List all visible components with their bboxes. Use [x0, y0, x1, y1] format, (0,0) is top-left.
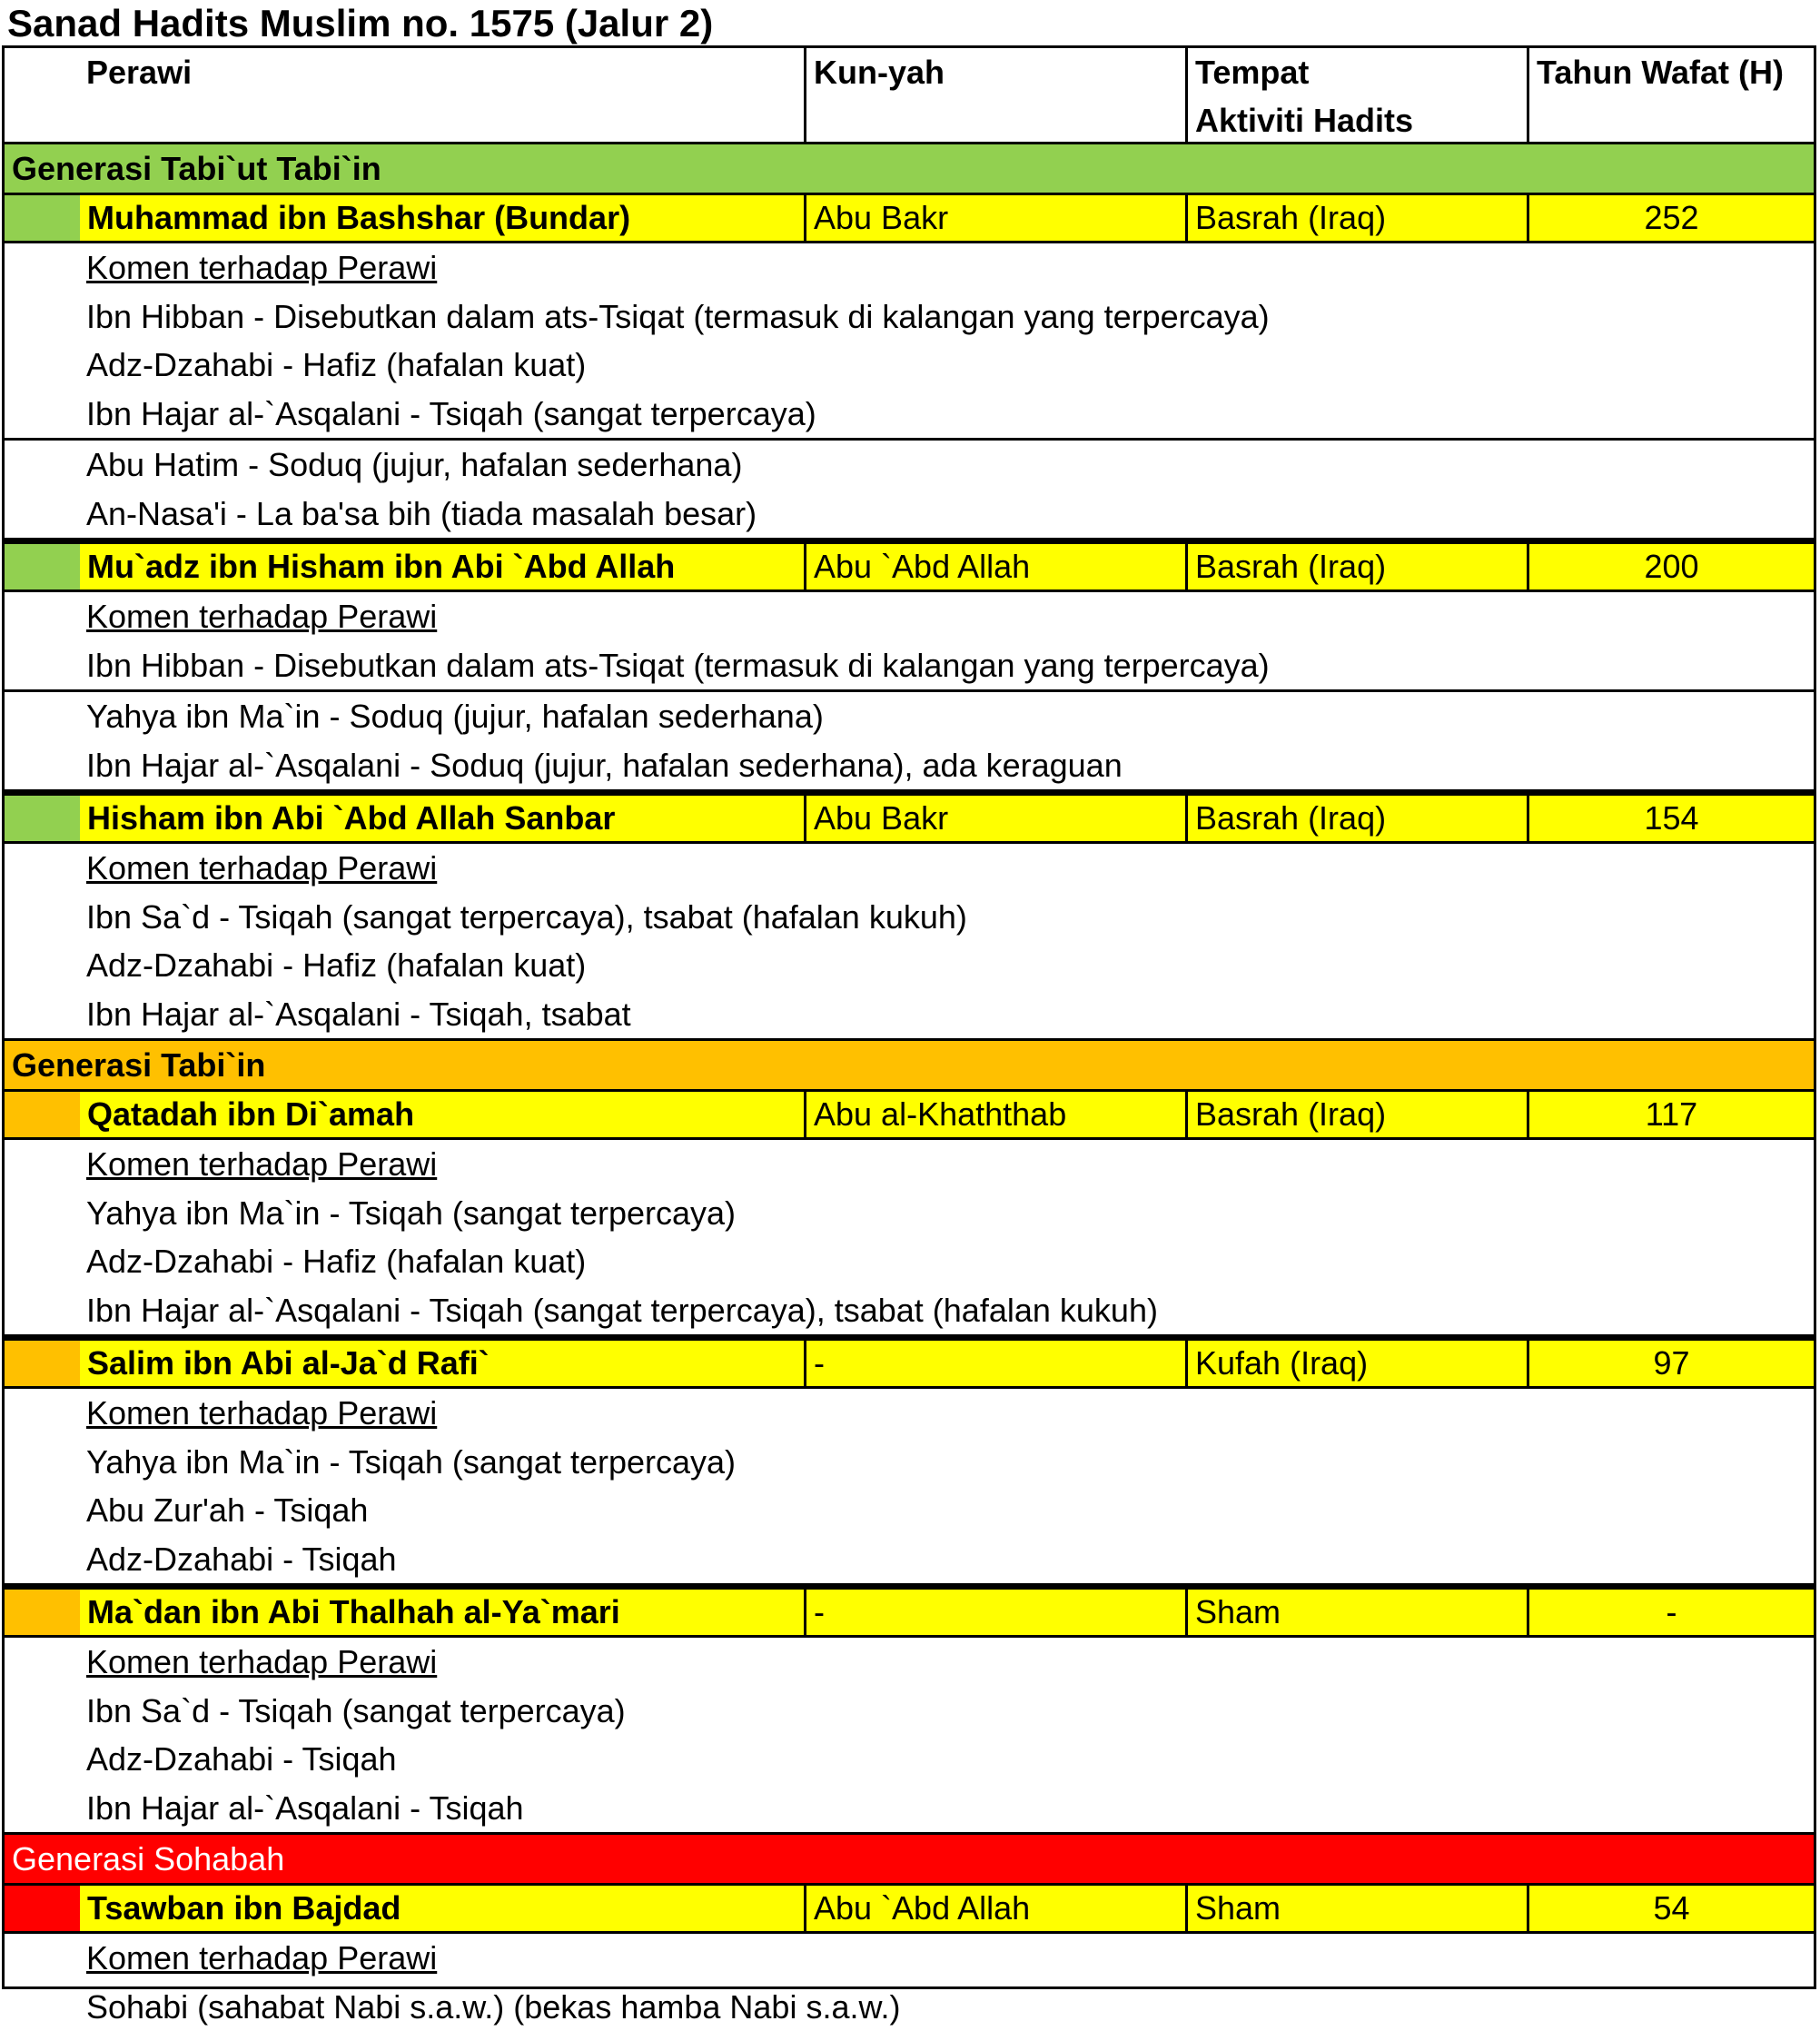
- comment-block-extra: [5, 441, 1814, 544]
- perawi-name: Qatadah ibn Di`amah: [80, 1092, 414, 1137]
- comment-line: An-Nasa'i - La ba'sa bih (tiada masalah besar): [86, 490, 1814, 539]
- comment-block: [5, 1934, 1814, 2031]
- comment-heading: Komen terhadap Perawi: [86, 243, 1814, 292]
- generation-marker: [5, 195, 80, 241]
- comment-heading: Komen terhadap Perawi: [86, 1140, 1814, 1189]
- perawi-row: [5, 1092, 1814, 1140]
- generation-row: Generasi Tabi`in: [5, 1041, 1814, 1092]
- comment-block-extra: [5, 692, 1814, 796]
- perawi-name: Mu`adz ibn Hisham ibn Abi `Abd Allah: [80, 544, 675, 589]
- perawi-tahun: 252: [1527, 195, 1814, 241]
- perawi-kunyah: Abu al-Khaththab: [804, 1092, 1185, 1137]
- comment-block: [5, 592, 1814, 692]
- generation-row: Generasi Tabi`ut Tabi`in: [5, 144, 1814, 195]
- perawi-kunyah: -: [804, 1341, 1185, 1386]
- comment-line: Yahya ibn Ma`in - Tsiqah (sangat terpercaya): [86, 1438, 1814, 1487]
- perawi-name: Ma`dan ibn Abi Thalhah al-Ya`mari: [80, 1590, 620, 1635]
- comment-heading: Komen terhadap Perawi: [86, 592, 1814, 641]
- generation-marker: [5, 1886, 80, 1931]
- comment-line: Adz-Dzahabi - Hafiz (hafalan kuat): [86, 341, 1814, 390]
- perawi-tempat: Basrah (Iraq): [1185, 195, 1527, 241]
- generation-row: Generasi Sohabah: [5, 1835, 1814, 1886]
- perawi-kunyah: -: [804, 1590, 1185, 1635]
- comment-line: Ibn Hajar al-`Asqalani - Tsiqah (sangat terpercaya), tsabat (hafalan kukuh): [86, 1286, 1814, 1335]
- perawi-tahun: 200: [1527, 544, 1814, 589]
- comment-heading: Komen terhadap Perawi: [86, 1389, 1814, 1438]
- perawi-name: Muhammad ibn Bashshar (Bundar): [80, 195, 630, 241]
- perawi-tempat: Sham: [1185, 1590, 1527, 1635]
- comment-heading: Komen terhadap Perawi: [86, 1934, 1814, 1983]
- comment-line: Ibn Hibban - Disebutkan dalam ats-Tsiqat (termasuk di kalangan yang terpercaya): [86, 292, 1814, 342]
- header-tahun: Tahun Wafat (H): [1527, 48, 1814, 142]
- generation-marker: [5, 1092, 80, 1137]
- perawi-tempat: Basrah (Iraq): [1185, 544, 1527, 589]
- comment-heading: Komen terhadap Perawi: [86, 1638, 1814, 1687]
- comment-line: Ibn Hajar al-`Asqalani - Soduq (jujur, hafalan sederhana), ada keraguan: [86, 741, 1814, 790]
- generation-marker: [5, 1341, 80, 1386]
- generation-marker: [5, 796, 80, 841]
- comment-block: [5, 1389, 1814, 1590]
- comment-line: Sohabi (sahabat Nabi s.a.w.) (bekas hamba Nabi s.a.w.): [86, 1983, 1814, 2031]
- perawi-tempat: Basrah (Iraq): [1185, 1092, 1527, 1137]
- comment-line: Ibn Hajar al-`Asqalani - Tsiqah (sangat terpercaya): [86, 390, 1814, 439]
- perawi-tempat: Kufah (Iraq): [1185, 1341, 1527, 1386]
- comment-line: Adz-Dzahabi - Tsiqah: [86, 1735, 1814, 1784]
- generation-marker: [5, 544, 80, 589]
- comment-line: Adz-Dzahabi - Hafiz (hafalan kuat): [86, 1237, 1814, 1286]
- header-perawi: Perawi: [5, 48, 804, 142]
- perawi-tahun: 97: [1527, 1341, 1814, 1386]
- comment-heading: Komen terhadap Perawi: [86, 844, 1814, 893]
- perawi-row: [5, 195, 1814, 243]
- header-kunyah: Kun-yah: [804, 48, 1185, 142]
- header-tempat-line2: Aktiviti Hadits: [1195, 96, 1527, 144]
- comment-line: Adz-Dzahabi - Tsiqah: [86, 1535, 1814, 1584]
- perawi-name: Tsawban ibn Bajdad: [80, 1886, 401, 1931]
- perawi-tahun: 54: [1527, 1886, 1814, 1931]
- comment-line: Ibn Sa`d - Tsiqah (sangat terpercaya), tsabat (hafalan kukuh): [86, 893, 1814, 942]
- perawi-kunyah: Abu `Abd Allah: [804, 1886, 1185, 1931]
- comment-line: Yahya ibn Ma`in - Tsiqah (sangat terpercaya): [86, 1189, 1814, 1238]
- header-tempat-line1: Tempat: [1195, 48, 1527, 96]
- generation-marker: [5, 1590, 80, 1635]
- perawi-row: [5, 1341, 1814, 1389]
- comment-line: Ibn Hajar al-`Asqalani - Tsiqah, tsabat: [86, 990, 1814, 1039]
- header-tempat: [1185, 48, 1527, 142]
- perawi-name: Salim ibn Abi al-Ja`d Rafi`: [80, 1341, 490, 1386]
- perawi-kunyah: Abu `Abd Allah: [804, 544, 1185, 589]
- perawi-name: Hisham ibn Abi `Abd Allah Sanbar: [80, 796, 615, 841]
- comment-block: [5, 243, 1814, 441]
- perawi-row: [5, 1886, 1814, 1934]
- comment-line: Abu Hatim - Soduq (jujur, hafalan sederhana): [86, 441, 1814, 490]
- comment-block: [5, 844, 1814, 1041]
- page-title: Sanad Hadits Muslim no. 1575 (Jalur 2): [7, 0, 713, 45]
- perawi-tempat: Sham: [1185, 1886, 1527, 1931]
- comment-line: Yahya ibn Ma`in - Soduq (jujur, hafalan sederhana): [86, 692, 1814, 741]
- perawi-tahun: 154: [1527, 796, 1814, 841]
- perawi-tahun: 117: [1527, 1092, 1814, 1137]
- comment-block: [5, 1140, 1814, 1341]
- comment-line: Ibn Sa`d - Tsiqah (sangat terpercaya): [86, 1687, 1814, 1736]
- table-header: [5, 48, 1814, 144]
- perawi-kunyah: Abu Bakr: [804, 796, 1185, 841]
- comment-line: Abu Zur'ah - Tsiqah: [86, 1486, 1814, 1535]
- perawi-tempat: Basrah (Iraq): [1185, 796, 1527, 841]
- comment-line: Ibn Hajar al-`Asqalani - Tsiqah: [86, 1784, 1814, 1833]
- perawi-row: [5, 796, 1814, 844]
- perawi-tahun: -: [1527, 1590, 1814, 1635]
- perawi-row: [5, 544, 1814, 592]
- perawi-row: [5, 1590, 1814, 1638]
- perawi-kunyah: Abu Bakr: [804, 195, 1185, 241]
- comment-line: Adz-Dzahabi - Hafiz (hafalan kuat): [86, 941, 1814, 990]
- comment-line: Ibn Hibban - Disebutkan dalam ats-Tsiqat (termasuk di kalangan yang terpercaya): [86, 641, 1814, 690]
- comment-block: [5, 1638, 1814, 1835]
- sanad-table: [2, 45, 1816, 1989]
